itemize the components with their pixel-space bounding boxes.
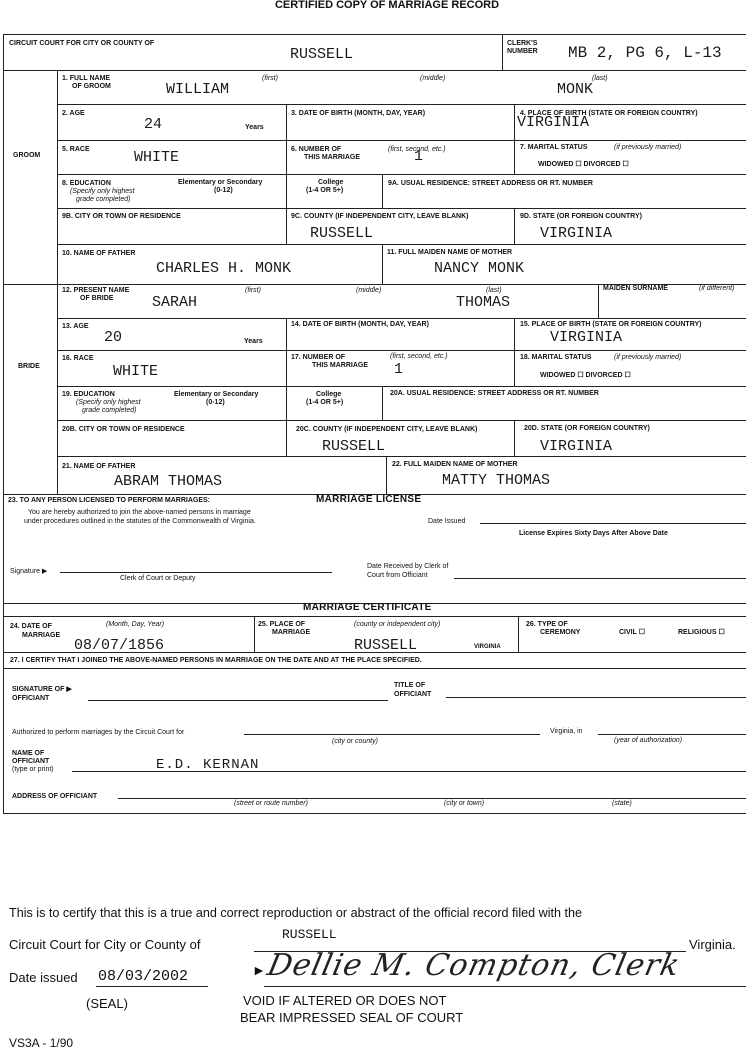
divider bbox=[57, 140, 746, 141]
cert-authorized-text: Authorized to perform marriages by the Circuit Court for bbox=[12, 729, 185, 736]
cert-year-hint: (year of authorization) bbox=[614, 737, 683, 744]
cert-date-hint: (Month, Day, Year) bbox=[106, 621, 165, 628]
divider bbox=[57, 386, 746, 387]
groom-age: 24 bbox=[144, 116, 163, 133]
cert-officiant-name-label-2: OFFICIANT bbox=[12, 758, 50, 765]
footer-date-issued: 08/03/2002 bbox=[98, 968, 189, 985]
groom-father: CHARLES H. MONK bbox=[156, 260, 292, 277]
court-label: CIRCUIT COURT FOR CITY OR COUNTY OF bbox=[9, 40, 155, 47]
cert-state-hint: (state) bbox=[612, 800, 632, 807]
divider bbox=[286, 174, 287, 208]
license-signature-label: Signature ▶ bbox=[10, 568, 48, 575]
groom-residence-label: 9A. USUAL RESIDENCE: STREET ADDRESS OR RT. NUMBER bbox=[388, 180, 593, 187]
bride-age: 20 bbox=[104, 329, 123, 346]
bride-name-label: 12. PRESENT NAME bbox=[62, 287, 130, 294]
groom-education-college: College bbox=[318, 179, 344, 186]
footer-signature-line bbox=[264, 986, 746, 987]
cert-address-label: ADDRESS OF OFFICIANT bbox=[12, 793, 98, 800]
cert-title-label: TITLE OF bbox=[394, 682, 426, 689]
bride-number-hint: (first, second, etc.) bbox=[390, 353, 448, 360]
groom-race: WHITE bbox=[134, 149, 180, 166]
certificate-title: MARRIAGE CERTIFICATE bbox=[303, 602, 432, 613]
groom-education-hint: (Specify only highest bbox=[70, 188, 135, 195]
divider bbox=[57, 318, 746, 319]
divider bbox=[254, 616, 255, 652]
bride-age-label: 13. AGE bbox=[62, 323, 89, 330]
divider bbox=[514, 104, 515, 140]
bride-maiden-label: MAIDEN SURNAME bbox=[603, 285, 668, 292]
bride-state: VIRGINIA bbox=[540, 438, 613, 455]
bride-education-label: 19. EDUCATION bbox=[62, 391, 115, 398]
license-expires: License Expires Sixty Days After Above Date bbox=[519, 530, 668, 537]
divider bbox=[382, 386, 383, 420]
footer-virginia: Virginia. bbox=[689, 937, 736, 952]
groom-dob-label: 3. DATE OF BIRTH (MONTH, DAY, YEAR) bbox=[291, 110, 426, 117]
bride-name-label-2: OF BRIDE bbox=[80, 295, 114, 302]
cert-officiant-name-label-3: (type or print) bbox=[12, 766, 54, 773]
footer-seal: (SEAL) bbox=[86, 996, 128, 1011]
bride-county-label: 20C. COUNTY (IF INDEPENDENT CITY, LEAVE BLANK) bbox=[296, 426, 478, 433]
cert-place-label: 25. PLACE OF bbox=[258, 621, 306, 628]
bride-education-college-range: (1-4 OR 5+) bbox=[306, 399, 344, 406]
divider bbox=[382, 244, 383, 284]
bride-education-hint: (Specify only highest bbox=[76, 399, 141, 406]
groom-race-label: 5. RACE bbox=[62, 146, 90, 153]
divider bbox=[502, 34, 503, 70]
footer-circuit-text: Circuit Court for City or County of bbox=[9, 937, 201, 952]
bride-mother: MATTY THOMAS bbox=[442, 472, 551, 489]
bride-middle-hint: (middle) bbox=[356, 287, 382, 294]
divider bbox=[286, 350, 287, 386]
groom-name-label-2: OF GROOM bbox=[72, 83, 111, 90]
groom-state-label: 9D. STATE (OR FOREIGN COUNTRY) bbox=[520, 213, 642, 220]
bride-years: Years bbox=[244, 338, 263, 345]
bride-marital-label: 18. MARITAL STATUS bbox=[520, 354, 592, 361]
cert-date-label-2: MARRIAGE bbox=[22, 632, 61, 639]
cert-officiant-name-label: NAME OF bbox=[12, 750, 45, 757]
groom-years: Years bbox=[245, 124, 264, 131]
groom-education-elem: Elementary or Secondary bbox=[178, 179, 263, 186]
groom-county-label: 9C. COUNTY (IF INDEPENDENT CITY, LEAVE BLANK) bbox=[291, 213, 469, 220]
license-received-label-2: Court from Officiant bbox=[367, 572, 428, 579]
officiant-title-line bbox=[446, 697, 746, 698]
divider bbox=[286, 104, 287, 140]
bride-father: ABRAM THOMAS bbox=[114, 473, 223, 490]
cert-street-hint: (street or route number) bbox=[234, 800, 308, 807]
cert-signature-label: SIGNATURE OF ▶ bbox=[12, 686, 72, 693]
divider bbox=[514, 318, 515, 350]
clerk-number-label-1: CLERK'S bbox=[507, 40, 538, 47]
groom-county: RUSSELL bbox=[310, 225, 374, 242]
divider bbox=[286, 420, 287, 456]
divider bbox=[514, 350, 515, 386]
signature-line bbox=[60, 572, 332, 573]
divider bbox=[3, 668, 746, 669]
divider bbox=[57, 208, 746, 209]
bride-education-elem: Elementary or Secondary bbox=[174, 391, 259, 398]
groom-pob: VIRGINIA bbox=[517, 114, 590, 131]
bride-last-hint: (last) bbox=[486, 287, 502, 294]
bride-marital-hint: (if previously married) bbox=[614, 354, 682, 361]
clerk-number-value: MB 2, PG 6, L-13 bbox=[568, 44, 722, 62]
bride-city-label: 20B. CITY OR TOWN OF RESIDENCE bbox=[62, 426, 185, 433]
footer-date-issued-label: Date issued bbox=[9, 970, 78, 985]
cert-title-label-2: OFFICIANT bbox=[394, 691, 432, 698]
divider bbox=[3, 616, 746, 617]
footer-certify-text: This is to certify that this is a true and correct reproduction or abstract of the official record filed with the bbox=[9, 906, 583, 920]
license-clerk-label: Clerk of Court or Deputy bbox=[120, 575, 196, 582]
cert-place-hint: (county or independent city) bbox=[354, 621, 441, 628]
bride-race-label: 16. RACE bbox=[62, 355, 94, 362]
divider bbox=[286, 386, 287, 420]
groom-state: VIRGINIA bbox=[540, 225, 613, 242]
officiant-name-line bbox=[72, 771, 746, 772]
groom-first-hint: (first) bbox=[262, 75, 278, 82]
groom-age-label: 2. AGE bbox=[62, 110, 85, 117]
document-title: CERTIFIED COPY OF MARRIAGE RECORD bbox=[274, 0, 500, 11]
bride-education-elem-range: (0-12) bbox=[206, 399, 225, 406]
groom-last-name: MONK bbox=[557, 81, 594, 98]
bride-number-label-2: THIS MARRIAGE bbox=[312, 362, 368, 369]
divider bbox=[286, 318, 287, 350]
divider bbox=[286, 140, 287, 174]
cert-virginia-in: Virginia, in bbox=[550, 728, 583, 735]
bride-last-name: THOMAS bbox=[456, 294, 511, 311]
bride-first-hint: (first) bbox=[245, 287, 261, 294]
cert-date: 08/07/1856 bbox=[74, 637, 165, 654]
divider bbox=[518, 616, 519, 652]
received-line bbox=[454, 578, 746, 579]
bride-number-label: 17. NUMBER OF bbox=[291, 354, 346, 361]
groom-middle-hint: (middle) bbox=[420, 75, 446, 82]
cert-date-label: 24. DATE OF bbox=[10, 623, 52, 630]
license-date-issued-label: Date Issued bbox=[428, 518, 466, 525]
footer-clerk-signature: Dellie M. Compton, Clerk bbox=[264, 948, 684, 983]
license-item-label: 23. TO ANY PERSON LICENSED TO PERFORM MARRIAGES: bbox=[8, 497, 210, 504]
groom-education-elem-range: (0-12) bbox=[214, 187, 233, 194]
divider bbox=[598, 284, 599, 318]
divider bbox=[57, 284, 58, 494]
bride-dob-label: 14. DATE OF BIRTH (MONTH, DAY, YEAR) bbox=[291, 321, 429, 328]
groom-marital-label: 7. MARITAL STATUS bbox=[520, 144, 588, 151]
groom-section-label: GROOM bbox=[13, 152, 41, 159]
cert-certify-text: 27. I CERTIFY THAT I JOINED THE ABOVE-NAMED PERSONS IN MARRIAGE ON THE DATE AND AT THE PLACE SPECIFIED. bbox=[10, 657, 422, 664]
divider bbox=[3, 652, 746, 653]
bride-number: 1 bbox=[394, 361, 404, 378]
bride-maiden-hint: (if different) bbox=[699, 285, 735, 292]
cert-signature-label-2: OFFICIANT bbox=[12, 695, 50, 702]
bride-education-hint-2: grade completed) bbox=[82, 407, 137, 414]
divider bbox=[57, 104, 746, 105]
license-received-label-1: Date Received by Clerk of bbox=[367, 563, 449, 570]
footer-void-1: VOID IF ALTERED OR DOES NOT bbox=[243, 993, 447, 1008]
groom-education-college-range: (1-4 OR 5+) bbox=[306, 187, 344, 194]
groom-last-hint: (last) bbox=[592, 75, 608, 82]
cert-type-label-2: CEREMONY bbox=[540, 629, 581, 636]
groom-education-hint-2: grade completed) bbox=[76, 196, 131, 203]
groom-pob-label: 4. PLACE OF BIRTH (STATE OR FOREIGN COUNTRY) bbox=[520, 110, 698, 117]
bride-first-name: SARAH bbox=[152, 294, 198, 311]
divider bbox=[57, 244, 746, 245]
cert-type-label: 26. TYPE OF bbox=[526, 621, 568, 628]
groom-mother: NANCY MONK bbox=[434, 260, 525, 277]
officiant-address-line bbox=[118, 798, 746, 799]
clerk-number-label-2: NUMBER bbox=[507, 48, 538, 55]
bride-education-college: College bbox=[316, 391, 342, 398]
footer-date-line bbox=[96, 986, 208, 987]
groom-first-name: WILLIAM bbox=[166, 81, 230, 98]
bride-section-label: BRIDE bbox=[18, 363, 40, 370]
cert-place: RUSSELL bbox=[354, 637, 418, 654]
groom-education-label: 8. EDUCATION bbox=[62, 180, 111, 187]
divider bbox=[514, 140, 515, 174]
footer-void-2: BEAR IMPRESSED SEAL OF COURT bbox=[240, 1010, 464, 1025]
cert-officiant-name: E.D. KERNAN bbox=[156, 757, 260, 773]
cert-civil-checkbox[interactable]: CIVIL ☐ bbox=[619, 629, 645, 636]
bride-state-label: 20D. STATE (OR FOREIGN COUNTRY) bbox=[524, 425, 650, 432]
cert-place-label-2: MARRIAGE bbox=[272, 629, 311, 636]
divider bbox=[57, 350, 746, 351]
bride-county: RUSSELL bbox=[322, 438, 386, 455]
footer-arrow: ► bbox=[252, 962, 266, 978]
license-text-2: under procedures outlined in the statutes of the Commonwealth of Virginia. bbox=[24, 518, 256, 525]
bride-pob: VIRGINIA bbox=[550, 329, 623, 346]
divider bbox=[57, 420, 746, 421]
bride-marital-options: WIDOWED ☐ DIVORCED ☐ bbox=[540, 372, 631, 379]
license-title: MARRIAGE LICENSE bbox=[316, 494, 422, 505]
bride-pob-label: 15. PLACE OF BIRTH (STATE OR FOREIGN COUNTRY) bbox=[520, 321, 702, 328]
divider bbox=[286, 208, 287, 244]
groom-number-hint: (first, second, etc.) bbox=[388, 146, 446, 153]
groom-name-label: 1. FULL NAME bbox=[62, 75, 111, 82]
groom-mother-label: 11. FULL MAIDEN NAME OF MOTHER bbox=[387, 249, 513, 256]
license-text-1: You are hereby authorized to join the above-named persons in marriage bbox=[28, 509, 251, 516]
authorized-year-line bbox=[598, 734, 746, 735]
divider bbox=[514, 208, 515, 244]
groom-number-label-2: THIS MARRIAGE bbox=[304, 154, 360, 161]
cert-city-hint: (city or town) bbox=[444, 800, 485, 807]
groom-number: 1 bbox=[414, 148, 424, 165]
groom-father-label: 10. NAME OF FATHER bbox=[62, 250, 136, 257]
groom-marital-options: WIDOWED ☐ DIVORCED ☐ bbox=[538, 161, 629, 168]
groom-marital-hint: (if previously married) bbox=[614, 144, 682, 151]
divider bbox=[57, 456, 746, 457]
cert-religious-checkbox[interactable]: RELIGIOUS ☐ bbox=[678, 629, 725, 636]
divider bbox=[57, 174, 746, 175]
footer-county: RUSSELL bbox=[282, 927, 337, 942]
cert-place-state: VIRGINIA bbox=[474, 644, 501, 650]
authorized-court-line bbox=[244, 734, 540, 735]
groom-number-label: 6. NUMBER OF bbox=[291, 146, 342, 153]
divider bbox=[57, 70, 58, 286]
divider bbox=[382, 174, 383, 208]
bride-race: WHITE bbox=[113, 363, 159, 380]
divider bbox=[386, 456, 387, 494]
court-value: RUSSELL bbox=[290, 46, 354, 63]
bride-mother-label: 22. FULL MAIDEN NAME OF MOTHER bbox=[392, 461, 518, 468]
groom-city-label: 9B. CITY OR TOWN OF RESIDENCE bbox=[62, 213, 181, 220]
bride-residence-label: 20A. USUAL RESIDENCE: STREET ADDRESS OR RT. NUMBER bbox=[390, 390, 599, 397]
footer-form-id: VS3A - 1/90 bbox=[9, 1036, 74, 1050]
divider bbox=[514, 420, 515, 456]
cert-city-county-hint: (city or county) bbox=[332, 738, 378, 745]
date-issued-line bbox=[480, 523, 746, 524]
bride-father-label: 21. NAME OF FATHER bbox=[62, 463, 136, 470]
officiant-signature-line bbox=[88, 700, 388, 701]
